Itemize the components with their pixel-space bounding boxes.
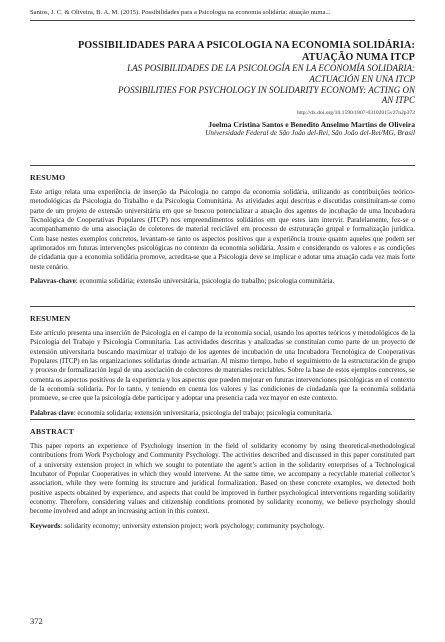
title-portuguese — [30, 40, 415, 63]
resumen-keywords — [30, 409, 415, 418]
rule-above-abstract — [30, 419, 415, 420]
rule-above-resumo — [30, 165, 415, 166]
title-portuguese-line1: POSSIBILIDADES PARA A PSICOLOGIA NA ECONOMIA SOLIDÁRIA: — [77, 40, 415, 51]
resumo-text: Este artigo relata uma experiência de inserção da Psicologia no campo da economia solidária, utilizando as contribuições teórico-metodológicas da Psicologia do Trabalho e da Psicologia Comunitária. As atividades aqui descritas e discutidas constituíram-se como parte de um projeto de extensão universitária em que se buscou potencializar a atuação dos agentes de incubação de uma Incubadora Tecnológica de Cooperativas Populares (ITCP) nos empreendimentos solidários em que estes iam intervir. Paralelamente, fez-se o acompanhamento de uma associação de coletores de material reciclável em processo de estruturação grupal e formalização jurídica. Com base nestes exemplos concretos, levantam-se tanto os aspectos positivos que a experiência trouxe quanto aqueles que podem ser aprimorados em futuras intervenções psicológicas no contexto da economia solidária. Assim e considerando os valores e as condições de cidadania que a economia solidária promove, acredita-se que a Psicologia deve se implicar e adotar uma atuação cada vez mais forte neste cenário. — [30, 188, 415, 271]
title-english-line2: AN ITPC — [381, 95, 415, 106]
resumo-keywords — [30, 277, 415, 286]
resumo-section — [30, 173, 415, 286]
affiliation: Universidade Federal de São João del-Rei, São João del-Rei/MG, Brasil — [205, 129, 415, 138]
title-english — [30, 85, 415, 107]
authors: Joelma Cristina Santos e Benedito Anselmo Martins de Oliveira — [208, 120, 415, 130]
resumen-keywords-text: : economía solidaria; extensión universitaria, psicología del trabajo; psicología comunitaria. — [73, 408, 333, 417]
rule-above-resumen — [30, 306, 415, 307]
title-portuguese-line2: ATUAÇÃO NUMA ITCP — [301, 51, 415, 63]
abstract-keywords-text: : solidarity economy; university extension project; work psychology; community psychology. — [60, 521, 325, 530]
resumen-heading: RESUMEN — [30, 314, 71, 323]
abstract-section — [30, 427, 415, 531]
abstract-text: This paper reports an experience of Psychology insertion in the field of solidarity economy by using theoretical-methodological contributions from Work Psychology and Community Psychology. The activities described and discussed in this paper constituted part of a university extension project in which we sought to potentiate the agent’s action in the solidarity enterprises of a Technological Incubator of Popular Cooperatives in which they would intervene. At the same time, we accompany a recyclable material collector’s association, while they were forming its structure and juridical formalization. Based on these concrete examples, we detected both positive aspects obtained by experience, and aspects that could be improved in further psychological interventions regarding solidarity economy. Therefore, considering values and citizenship conditions promoted by solidarity economy, we believe psychology should become involved and adopt an increasing action in this context. — [30, 442, 415, 516]
title-spanish-line2: ACTUACIÓN EN UNA ITCP — [309, 73, 415, 84]
abstract-keywords — [30, 522, 415, 531]
resumo-keywords-text: : economia solidária; extensão universitária, psicologia do trabalho; psicologia comunitária. — [75, 277, 335, 286]
running-head: Santos, J. C. & Oliveira, B. A. M. (2015). Possibilidades para a Psicologia na economia solidária: atuação numa... — [30, 9, 331, 16]
title-spanish — [30, 63, 415, 85]
header-rule — [30, 20, 415, 21]
abstract-keywords-label: Keywords — [30, 521, 61, 530]
title-spanish-line1: LAS POSIBILIDADES DE LA PSICOLOGÍA EN LA ECONOMÍA SOLIDARIA: — [127, 63, 415, 73]
resumen-keywords-label: Palabras clave — [30, 408, 74, 417]
doi-link[interactable]: http://dx.doi.org/10.1590/1807-03102015v27n2p372 — [296, 110, 415, 117]
resumen-text: Este artículo presenta una inserción de Psicología en el campo de la economía social, usando los aportes teóricos y metodológicos de la Psicología del Trabajo y Psicología Comunitaria. Las actividades descritas y analizadas se constituían como parte de un proyecto de extensión universitaria buscando maximizar el trabajo de los agentes de incubación de una Incubadora Tecnológica de Cooperativas Populares (ITCP) en las organizaciones solidarias donde actuarían. Al mismo tiempo, hubo el seguimiento de la estructuración de grupo y proceso de formalización legal de una asociación de colectores de materiales reciclables. Sobre la base de estos ejemplos concretos, se comenta os aspectos positivos de la experiencia y los aspectos que pueden mejorar en futuras intervenciones psicológicas en el contexto de la economía solidaria. Por lo tanto, y teniendo en cuenta los valores y las condiciones de ciudadanía que la economía solidaria promueve, se cree que la psicología debe participar y adoptar una presencia cada vez mayor en este contexto. — [30, 329, 415, 403]
resumen-section — [30, 314, 415, 418]
title-block — [30, 40, 415, 138]
resumo-keywords-label: Palavras-chave — [30, 277, 76, 286]
page-number: 372 — [30, 616, 43, 626]
abstract-heading: ABSTRACT — [30, 427, 75, 436]
resumo-heading: RESUMO — [30, 173, 66, 182]
title-english-line1: POSSIBILITIES FOR PSYCHOLOGY IN SOLIDARITY ECONOMY: ACTING ON — [117, 84, 415, 95]
